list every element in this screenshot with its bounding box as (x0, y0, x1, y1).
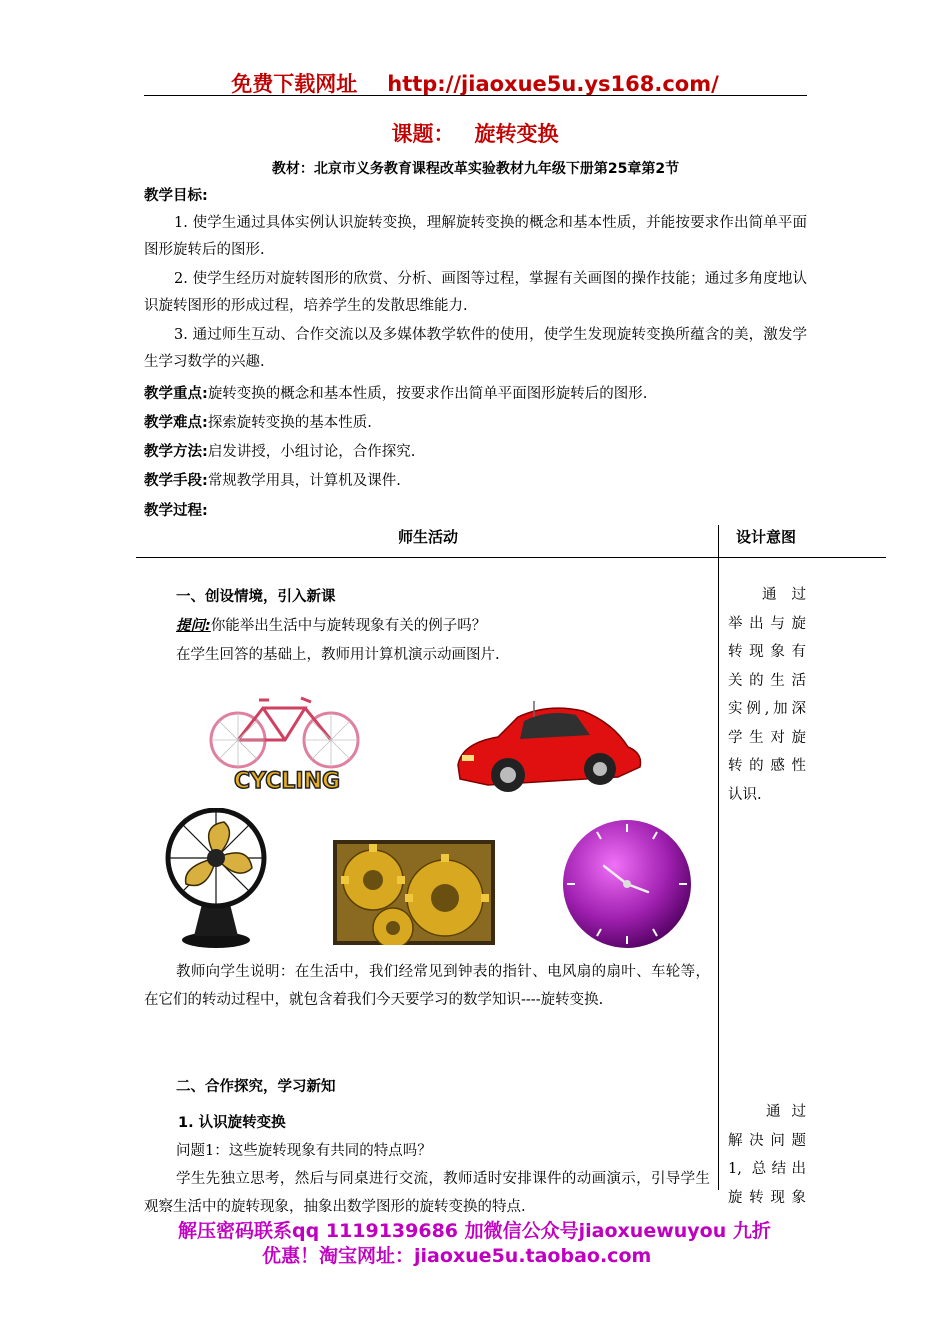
field-value: 旋转变换的概念和基本性质，按要求作出简单平面图形旋转后的图形. (207, 386, 648, 402)
field-key: 教学方法: (144, 444, 208, 460)
bicycle-image (205, 692, 370, 794)
intent-line: 1, 总结出 (728, 1161, 806, 1177)
section2-heading: 二、合作探究，学习新知 (176, 1079, 336, 1095)
section1-line2: 在学生回答的基础上，教师用计算机演示动画图片. (176, 647, 500, 663)
header (0, 68, 950, 98)
intent-1 (728, 581, 806, 809)
section1-question (176, 614, 486, 635)
section2-para: 学生先独立思考，然后与同桌进行交流，教师适时安排课件的动画演示，引导学生观察生活中的旋转现象，抽象出数学图形的旋转变换的特点. (144, 1171, 710, 1215)
intent-line: 实例,加深 (728, 701, 806, 717)
question-label: 提问: (176, 618, 211, 634)
field-method (144, 440, 807, 461)
field-difficulty (144, 411, 807, 432)
question-text: 你能举出生活中与旋转现象有关的例子吗？ (210, 618, 487, 634)
section2-question: 问题1：这些旋转现象有共同的特点吗？ (176, 1143, 432, 1159)
field-key: 教学重点: (144, 386, 208, 402)
section1-explain: 教师向学生说明：在生活中，我们经常见到钟表的指针、电风扇的扇叶、车轮等，在它们的转动过程中，就包含着我们今天要学习的数学知识----旋转变换. (144, 964, 710, 1008)
objectives-heading: 教学目标: (144, 188, 208, 204)
field-value: 探索旋转变换的基本性质. (207, 415, 372, 431)
table-header-intent: 设计意图 (736, 528, 797, 546)
intent-2 (728, 1098, 806, 1212)
table-header-activities: 师生活动 (398, 528, 459, 546)
title-name: 旋转变换 (474, 122, 559, 146)
car-image (448, 695, 648, 800)
clock-image (560, 812, 695, 952)
page-title (0, 118, 950, 148)
intent-line: 认识. (728, 786, 762, 803)
gears-image (333, 840, 495, 945)
objective-3: 3. 通过师生互动、合作交流以及多媒体教学软件的使用，使学生发现旋转变换所蕴含的美，激发学生学习数学的兴趣. (144, 327, 807, 370)
table-column-divider (718, 525, 719, 1190)
header-url[interactable]: http://jiaoxue5u.ys168.com/ (387, 72, 719, 96)
field-means (144, 469, 807, 490)
intent-line: 通 过 (766, 1104, 806, 1120)
footer-line2[interactable]: 优惠！淘宝网址：jiaoxue5u.taobao.com (262, 1245, 652, 1267)
section2-sub: 1. 认识旋转变换 (178, 1115, 286, 1131)
title-prefix: 课题： (391, 122, 455, 146)
section1-heading: 一、创设情境，引入新课 (176, 589, 336, 605)
intent-line: 转的感性 (728, 758, 806, 774)
header-divider (144, 95, 807, 96)
intent-line: 旋转现象 (728, 1189, 806, 1206)
objective-2: 2. 使学生经历对旋转图形的欣赏、分析、画图等过程，掌握有关画图的操作技能；通过多角度地认识旋转图形的形成过程，培养学生的发散思维能力. (144, 271, 807, 314)
intent-line: 解决问题 (728, 1132, 806, 1149)
table-divider (136, 557, 886, 558)
intent-line: 关的生活 (728, 672, 806, 689)
intent-line: 通 过 (762, 587, 806, 603)
field-key-points (144, 382, 807, 403)
field-key: 教学难点: (144, 415, 208, 431)
intent-line: 举出与旋 (728, 615, 806, 632)
objective-1: 1. 使学生通过具体实例认识旋转变换，理解旋转变换的概念和基本性质，并能按要求作出简单平面图形旋转后的图形. (144, 215, 807, 258)
bicycle-caption: CYCLING (233, 769, 341, 794)
intent-line: 学生对旋 (728, 729, 806, 746)
footer-line1: 解压密码联系qq 1119139686 加微信公众号jiaoxuewuyou 九折 (178, 1220, 771, 1242)
textbook-info: 教材：北京市义务教育课程改革实验教材九年级下册第25章第2节 (271, 161, 680, 177)
header-label: 免费下载网址 (231, 72, 358, 96)
field-value: 启发讲授，小组讨论，合作探究. (207, 444, 416, 460)
field-value: 常规教学用具，计算机及课件. (207, 473, 401, 489)
fan-image (158, 808, 278, 950)
field-key: 教学手段: (144, 473, 208, 489)
process-heading: 教学过程: (144, 503, 208, 519)
intent-line: 转现象有 (728, 644, 806, 660)
